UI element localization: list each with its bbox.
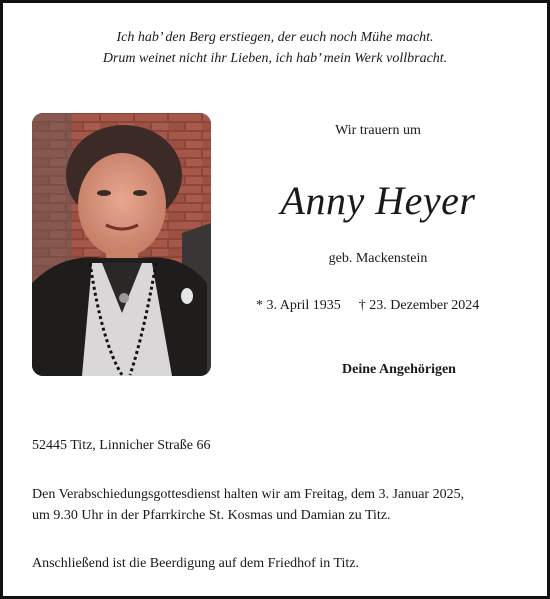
service-announcement xyxy=(32,484,532,526)
life-dates xyxy=(256,298,536,314)
mourning-intro: Wir trauern um xyxy=(335,123,421,138)
deceased-name: Anny Heyer xyxy=(280,178,476,223)
service-line-1: Den Verabschiedungsgottesdienst halten wir am Freitag, dem 3. Januar 2025, xyxy=(32,487,465,502)
portrait-photo xyxy=(32,113,211,376)
verse-line-1: Ich hab’ den Berg erstiegen, der euch noch Mühe macht. xyxy=(116,30,434,45)
family-signature: Deine Angehörigen xyxy=(342,362,456,377)
verse-line-2: Drum weinet nicht ihr Lieben, ich hab’ mein Werk vollbracht. xyxy=(102,51,448,66)
death-date: † 23. Dezember 2024 xyxy=(358,298,480,313)
birth-date: * 3. April 1935 xyxy=(256,298,341,313)
service-line-2: um 9.30 Uhr in der Pfarrkirche St. Kosmas und Damian zu Titz. xyxy=(32,508,391,523)
maiden-name: geb. Mackenstein xyxy=(328,251,428,266)
mourning-address: 52445 Titz, Linnicher Straße 66 xyxy=(32,438,211,453)
burial-announcement: Anschließend ist die Beerdigung auf dem Friedhof in Titz. xyxy=(32,556,360,571)
